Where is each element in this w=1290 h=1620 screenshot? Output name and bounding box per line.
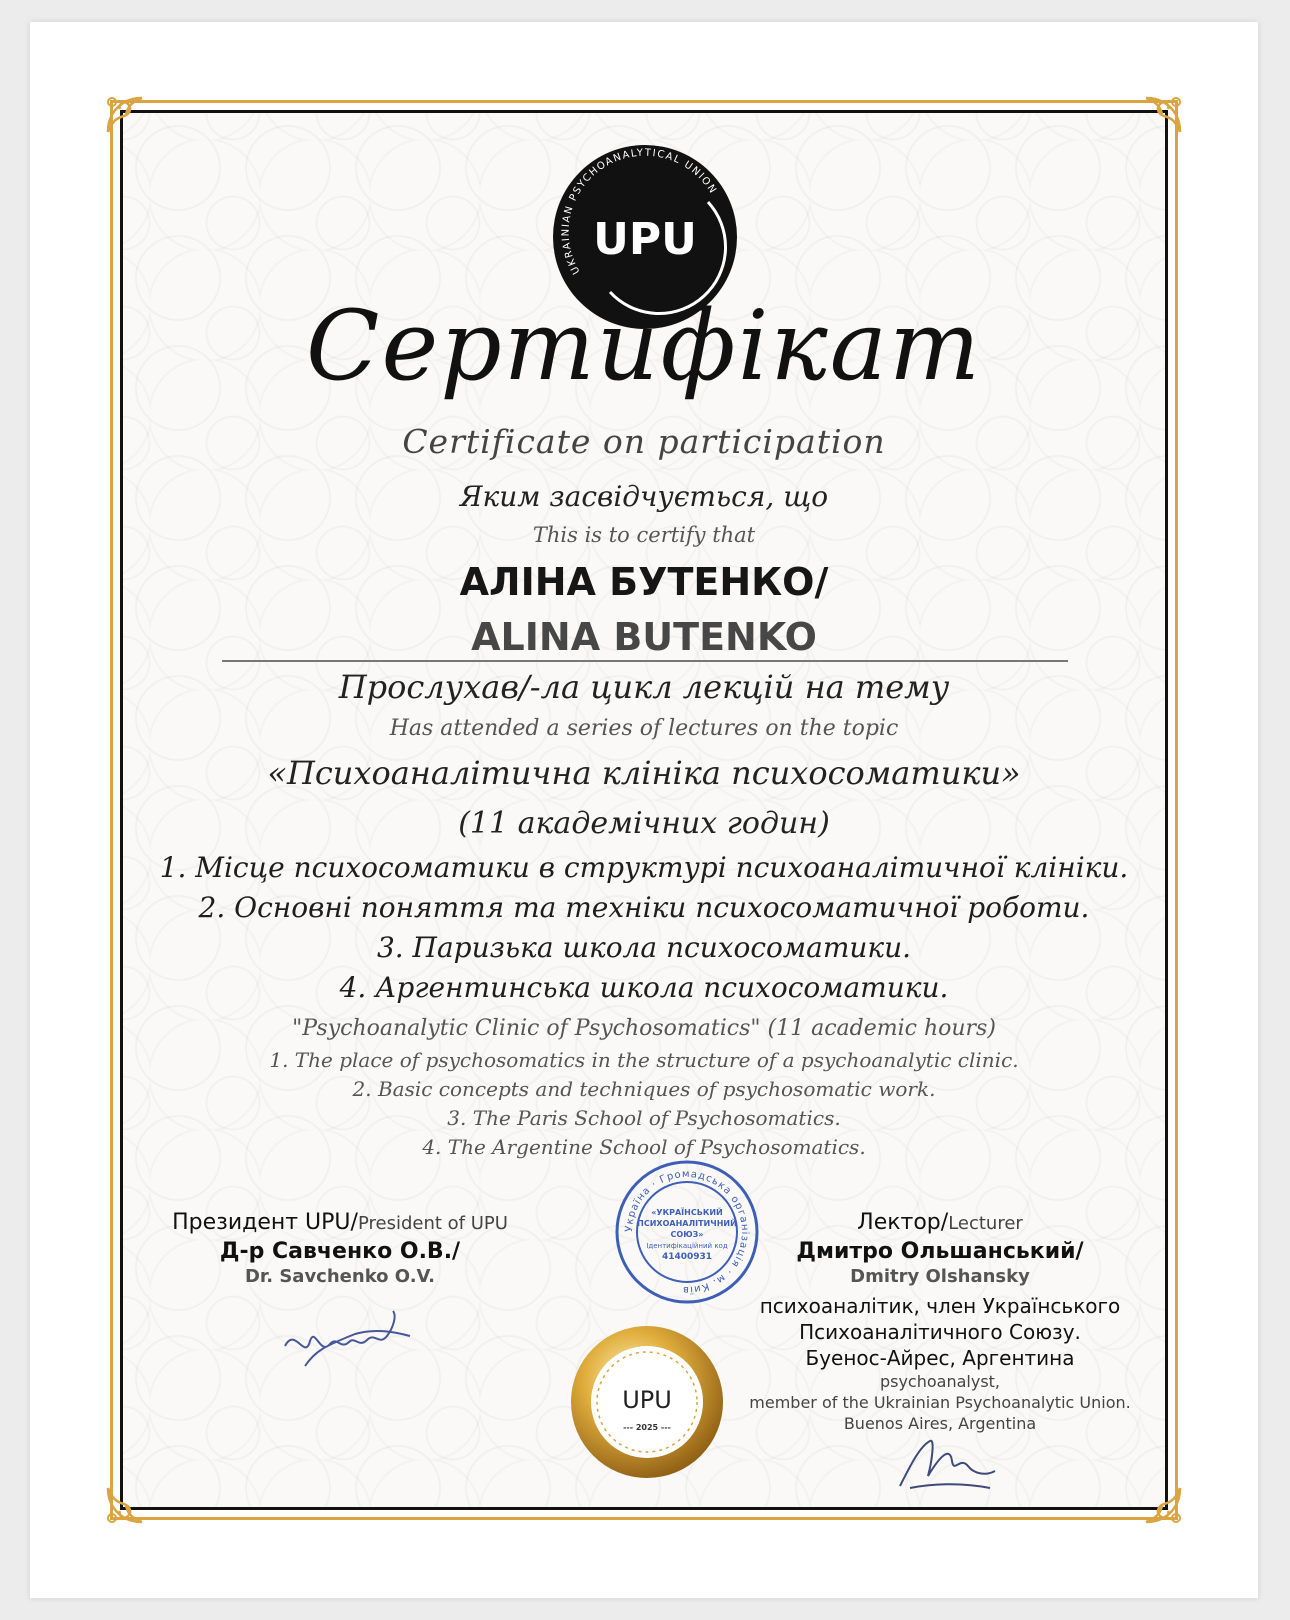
- certify-text-uk: Яким засвідчується, що: [459, 480, 829, 513]
- lecturer-role: Лектор/Lecturer: [857, 1210, 1023, 1235]
- logo-mark: UPU: [593, 214, 697, 265]
- president-name-en: Dr. Savchenko O.V.: [244, 1266, 436, 1287]
- svg-text:СОЮЗ»: СОЮЗ»: [670, 1230, 704, 1239]
- recipient-name-en: ALINA BUTENKO: [471, 615, 817, 659]
- seal-year: --- 2025 ---: [623, 1423, 671, 1432]
- course-item: 4. Аргентинська школа психосоматики.: [339, 971, 949, 1004]
- seal-mark: UPU: [622, 1386, 672, 1414]
- svg-text:41400931: 41400931: [661, 1252, 713, 1262]
- president-block: [130, 1210, 550, 1287]
- course-item: 2. Основні поняття та техніки психосоматичної роботи.: [198, 891, 1090, 924]
- course-item: 2. Basic concepts and techniques of psychosomatic work.: [352, 1077, 936, 1101]
- course-topic-en: "Psychoanalytic Clinic of Psychosomatics" (11 academic hours): [292, 1016, 996, 1041]
- course-items-uk: [120, 848, 1168, 1008]
- attended-text-uk: Прослухав/-ла цикл лекцій на тему: [338, 668, 950, 706]
- lecturer-description-uk: психоаналітик, член Українського Психоаналітичного Союзу. Буенос-Айрес, Аргентина: [759, 1294, 1121, 1370]
- certify-text-en: This is to certify that: [532, 523, 756, 547]
- course-topic-uk: «Психоаналітична клініка психосоматики»: [267, 754, 1021, 792]
- name-underline: [222, 660, 1068, 662]
- corner-ornament-icon: [1140, 1482, 1186, 1528]
- course-item: 3. The Paris School of Psychosomatics.: [447, 1106, 841, 1130]
- certificate-title: Сертифікат: [305, 290, 982, 402]
- gold-seal: [567, 1322, 727, 1482]
- president-role: Президент UPU/President of UPU: [172, 1210, 508, 1235]
- recipient-name-uk: АЛІНА БУТЕНКО/: [459, 560, 829, 604]
- president-name: Д-р Савченко О.В./: [219, 1239, 461, 1264]
- logo-ring-text: UKRAINIAN PSYCHOANALYTICAL UNION: [560, 147, 719, 276]
- corner-ornament-icon: [102, 92, 148, 138]
- svg-text:Ідентифікаційний код: Ідентифікаційний код: [646, 1242, 728, 1250]
- stamp-ring-text: Україна · Громадська організація · м. Київ: [623, 1168, 751, 1296]
- course-item: 4. The Argentine School of Psychosomatics.: [422, 1135, 866, 1159]
- certificate-subtitle: Certificate on participation: [402, 422, 886, 461]
- attended-text-en: Has attended a series of lectures on the topic: [389, 716, 899, 741]
- lecturer-name-en: Dmitry Olshansky: [850, 1266, 1030, 1287]
- president-signature: [275, 1306, 415, 1376]
- lecturer-description-en: psychoanalyst, member of the Ukrainian Psychoanalytic Union. Buenos Aires, Argentina: [749, 1372, 1131, 1433]
- corner-ornament-icon: [102, 1482, 148, 1528]
- lecturer-name: Дмитро Ольшанський/: [796, 1239, 1084, 1264]
- lecturer-block: [720, 1210, 1160, 1434]
- lecturer-signature: [890, 1426, 1000, 1496]
- course-item: 1. Місце психосоматики в структурі психоаналітичної клініки.: [159, 851, 1129, 884]
- svg-text:ПСИХОАНАЛІТИЧНИЙ: ПСИХОАНАЛІТИЧНИЙ: [637, 1219, 737, 1228]
- course-hours-uk: (11 академічних годин): [458, 806, 830, 841]
- svg-text:«УКРАЇНСЬКИЙ: «УКРАЇНСЬКИЙ: [651, 1208, 723, 1217]
- corner-ornament-icon: [1140, 92, 1186, 138]
- course-item: 1. The place of psychosomatics in the structure of a psychoanalytic clinic.: [269, 1048, 1019, 1072]
- course-items-en: [120, 1046, 1168, 1162]
- course-item: 3. Паризька школа психосоматики.: [376, 931, 912, 964]
